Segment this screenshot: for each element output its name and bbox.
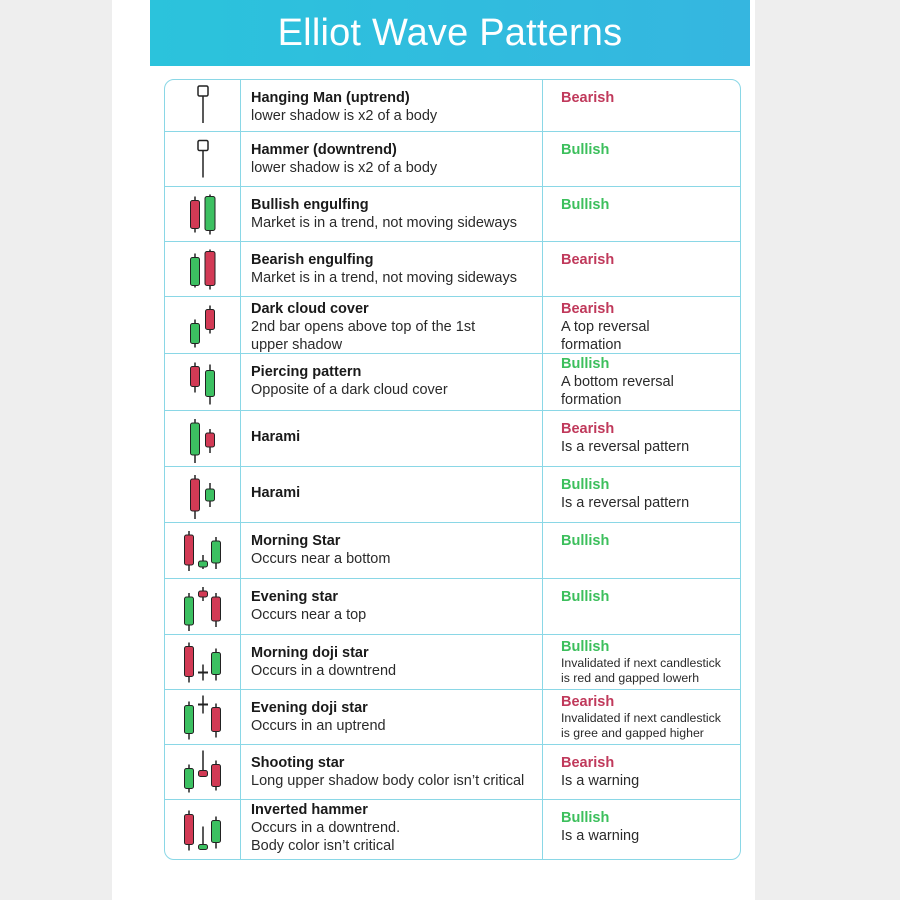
pattern-icon-cell (165, 800, 241, 860)
table-row (165, 297, 740, 354)
signal-note: A top reversal formation (561, 319, 650, 353)
signal-badge: Bearish (561, 694, 615, 710)
right-margin (755, 0, 900, 900)
pattern-name: Shooting star (251, 755, 345, 771)
pattern-icon-cell (165, 579, 241, 634)
table-row (165, 635, 740, 690)
signal-badge: Bullish (561, 533, 610, 549)
signal-badge: Bearish (561, 252, 615, 268)
pattern-condition: lower shadow is x2 of a body (251, 108, 438, 124)
signal-badge: Bullish (561, 197, 610, 213)
signal-cell (543, 745, 740, 799)
pattern-description-cell (241, 80, 543, 131)
table-row (165, 242, 740, 297)
table-row (165, 690, 740, 745)
hammer-icon (165, 132, 241, 187)
evening-star-icon (165, 579, 241, 635)
pattern-name: Evening doji star (251, 700, 368, 716)
pattern-description-cell (241, 187, 543, 241)
signal-note: Is a reversal pattern (561, 495, 690, 511)
signal-cell (543, 523, 740, 578)
shooting-star-icon (165, 745, 241, 800)
pattern-icon-cell (165, 354, 241, 410)
pattern-description-cell (241, 297, 543, 353)
pattern-icon-cell (165, 523, 241, 578)
signal-cell (543, 297, 740, 353)
table-row (165, 579, 740, 635)
pattern-name: Harami (251, 485, 301, 501)
pattern-name: Bearish engulfing (251, 252, 374, 268)
pattern-description-cell (241, 579, 543, 634)
pattern-description-cell (241, 354, 543, 410)
signal-badge: Bullish (561, 810, 610, 826)
morning-star-icon (165, 523, 241, 579)
signal-cell (543, 467, 740, 522)
signal-cell (543, 800, 740, 860)
signal-cell (543, 242, 740, 296)
signal-badge: Bearish (561, 421, 615, 437)
pattern-condition: Occurs in an uptrend (251, 718, 386, 734)
pattern-condition: lower shadow is x2 of a body (251, 160, 438, 176)
signal-note: Invalidated if next candlestick is red and gapped lowerh (561, 656, 721, 685)
header-banner (150, 0, 750, 66)
pattern-condition: Occurs in a downtrend. Body color isn’t critical (251, 820, 401, 854)
pattern-condition: 2nd bar opens above top of the 1st upper shadow (251, 319, 476, 353)
signal-cell (543, 354, 740, 410)
pattern-icon-cell (165, 690, 241, 744)
pattern-condition: Occurs near a bottom (251, 551, 391, 567)
patterns-table (164, 79, 741, 860)
signal-cell (543, 80, 740, 131)
pattern-icon-cell (165, 297, 241, 353)
pattern-icon-cell (165, 745, 241, 799)
pattern-description-cell (241, 690, 543, 744)
pattern-condition: Occurs near a top (251, 607, 367, 623)
pattern-name: Harami (251, 429, 301, 445)
table-row (165, 523, 740, 579)
signal-badge: Bullish (561, 142, 610, 158)
signal-badge: Bullish (561, 356, 610, 372)
pattern-name: Morning doji star (251, 645, 369, 661)
pattern-condition: Occurs in a downtrend (251, 663, 397, 679)
signal-cell (543, 411, 740, 466)
signal-note: Is a reversal pattern (561, 439, 690, 455)
signal-note: A bottom reversal formation (561, 374, 674, 408)
dark-cloud-cover-icon (165, 297, 241, 354)
pattern-description-cell (241, 242, 543, 296)
pattern-description-cell (241, 745, 543, 799)
morning-doji-star-icon (165, 635, 241, 690)
hanging-man-icon (165, 80, 241, 132)
pattern-name: Dark cloud cover (251, 301, 369, 317)
pattern-icon-cell (165, 80, 241, 131)
bullish-engulfing-icon (165, 187, 241, 242)
inverted-hammer-icon (165, 800, 241, 860)
bearish-engulfing-icon (165, 242, 241, 297)
signal-cell (543, 187, 740, 241)
pattern-description-cell (241, 800, 543, 860)
pattern-description-cell (241, 467, 543, 522)
pattern-name: Morning Star (251, 533, 341, 549)
evening-doji-star-icon (165, 690, 241, 745)
table-row (165, 354, 740, 411)
signal-badge: Bullish (561, 477, 610, 493)
pattern-description-cell (241, 523, 543, 578)
pattern-name: Hanging Man (uptrend) (251, 90, 410, 106)
pattern-name: Piercing pattern (251, 364, 362, 380)
pattern-description-cell (241, 411, 543, 466)
signal-note: Is a warning (561, 773, 640, 789)
pattern-name: Evening star (251, 589, 339, 605)
pattern-icon-cell (165, 411, 241, 466)
pattern-icon-cell (165, 635, 241, 689)
pattern-condition: Opposite of a dark cloud cover (251, 382, 448, 398)
harami-bearish-icon (165, 411, 241, 467)
table-row (165, 411, 740, 467)
signal-badge: Bearish (561, 301, 615, 317)
pattern-icon-cell (165, 242, 241, 296)
table-row (165, 467, 740, 523)
pattern-condition: Market is in a trend, not moving sideways (251, 215, 517, 231)
pattern-icon-cell (165, 132, 241, 186)
harami-bullish-icon (165, 467, 241, 523)
pattern-name: Hammer (downtrend) (251, 142, 397, 158)
table-row (165, 745, 740, 800)
table-row (165, 80, 740, 132)
signal-badge: Bullish (561, 639, 610, 655)
table-row (165, 187, 740, 242)
pattern-condition: Long upper shadow body color isn’t critical (251, 773, 525, 789)
left-margin (0, 0, 112, 900)
pattern-description-cell (241, 635, 543, 689)
table-row (165, 132, 740, 187)
signal-cell (543, 690, 740, 744)
pattern-description-cell (241, 132, 543, 186)
page-title: Elliot Wave Patterns (277, 11, 623, 54)
pattern-name: Bullish engulfing (251, 197, 369, 213)
pattern-icon-cell (165, 187, 241, 241)
signal-badge: Bullish (561, 589, 610, 605)
signal-note: Invalidated if next candlestick is gree and gapped higher (561, 711, 721, 740)
signal-badge: Bearish (561, 755, 615, 771)
signal-cell (543, 579, 740, 634)
piercing-pattern-icon (165, 354, 241, 411)
pattern-name: Inverted hammer (251, 802, 368, 818)
pattern-icon-cell (165, 467, 241, 522)
signal-cell (543, 132, 740, 186)
signal-badge: Bearish (561, 90, 615, 106)
signal-note: Is a warning (561, 828, 640, 844)
table-row (165, 800, 740, 860)
pattern-condition: Market is in a trend, not moving sideways (251, 270, 517, 286)
signal-cell (543, 635, 740, 689)
